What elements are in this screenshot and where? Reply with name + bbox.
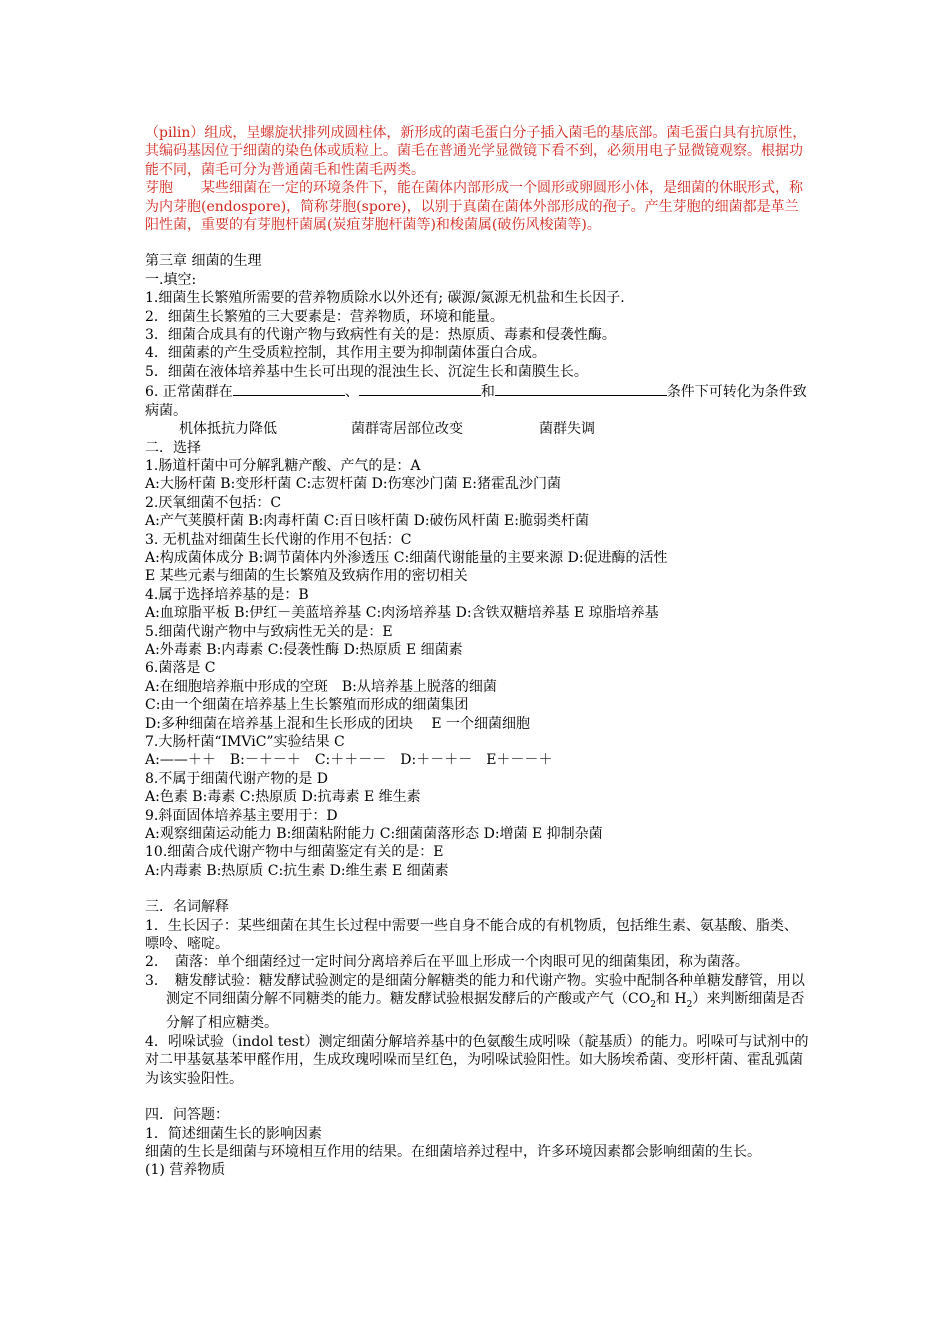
document-page bbox=[145, 124, 810, 1180]
term-sugar-fermentation bbox=[145, 972, 810, 1033]
choice-line: 3. 无机盐对细菌生长代谢的作用不包括：C bbox=[145, 531, 412, 548]
choice-line: E 某些元素与细菌的生长繁殖及致病作用的密切相关 bbox=[145, 568, 468, 585]
choice-line: A:外毒素 B:内毒素 C:侵袭性酶 D:热原质 E 细菌素 bbox=[145, 641, 463, 658]
term3-part-a: 3． 糖发酵试验：糖发酵试验测定的是细菌分解糖类的能力和代谢产物。实验中配制各种单糖发酵管，用以测定不同细菌分解不同糖类的能力。糖发酵试验根据发酵后的产酸或产气（CO bbox=[145, 972, 805, 1008]
q6-answer-2: 菌群寄居部位改变 bbox=[351, 421, 463, 438]
q6-sep-1: 、 bbox=[344, 384, 359, 401]
qa-answer-subheading: (1) 营养物质 bbox=[145, 1162, 226, 1179]
choice-line: 8.不属于细菌代谢产物的是 D bbox=[145, 770, 329, 787]
choice-line: 4.属于选择培养基的是：B bbox=[145, 586, 309, 603]
term-colony: 2． 菌落：单个细菌经过一定时间分离培养后在平皿上形成一个肉眼可见的细菌集团，称为菌落。 bbox=[145, 954, 749, 971]
terms-heading: 三．名词解释 bbox=[145, 899, 229, 916]
fill-item-2: 2．细菌生长繁殖的三大要素是：营养物质，环境和能量。 bbox=[145, 308, 504, 325]
qa-answer-paragraph: 细菌的生长是细菌与环境相互作用的结果。在细菌培养过程中，许多环境因素都会影响细菌的生长。 bbox=[145, 1143, 761, 1160]
choice-line: A:——＋＋ B:－＋－＋ C:＋＋－－ D:＋－＋－ E＋－－＋ bbox=[145, 752, 553, 769]
q6-blank-1 bbox=[233, 381, 345, 396]
fill-item-5: 5．细菌在液体培养基中生长可出现的混浊生长、沉淀生长和菌膜生长。 bbox=[145, 363, 588, 380]
term3-part-c: ）来判断细菌是否分解了相应糖类。 bbox=[166, 991, 805, 1032]
q6-answers bbox=[145, 420, 810, 438]
qa-question-1: 1．简述细菌生长的影响因素 bbox=[145, 1125, 322, 1142]
qa-heading: 四．问答题： bbox=[145, 1107, 229, 1124]
chapter-title: 第三章 细菌的生理 bbox=[145, 253, 262, 270]
fill-item-6 bbox=[145, 381, 810, 420]
choice-line: 5.细菌代谢产物中与致病性无关的是：E bbox=[145, 623, 393, 640]
pili-paragraph: （pilin）组成，呈螺旋状排列成圆柱体，新形成的菌毛蛋白分子插入菌毛的基底部。菌毛蛋白具有抗原性，其编码基因位于细菌的染色体或质粒上。菌毛在普通光学显微镜下看不到，必须用电子显微镜观察。根据功能不同，菌毛可分为普通菌毛和性菌毛两类。 bbox=[145, 125, 807, 178]
term-indol-test: 4．吲哚试验（indol test）测定细菌分解培养基中的色氨酸生成吲哚（靛基质）的能力。吲哚可与试剂中的对二甲基氨基苯甲醛作用，生成玫瑰吲哚而呈红色，为吲哚试验阳性。如大肠埃希菌、变形杆菌、霍乱弧菌为该实验阳性。 bbox=[145, 1033, 809, 1087]
choice-line: 2.厌氧细菌不包括：C bbox=[145, 494, 282, 511]
choice-line: A:血琼脂平板 B:伊红－美蓝培养基 C:肉汤培养基 D:含铁双糖培养基 E 琼脂培养基 bbox=[145, 605, 659, 622]
choice-heading: 二．选择 bbox=[145, 439, 201, 456]
q6-suffix: 条件下可转化为条件致病菌。 bbox=[145, 384, 807, 419]
term-growth-factor: 1．生长因子：某些细菌在其生长过程中需要一些自身不能合成的有机物质，包括维生素、氨基酸、脂类、嘌呤、嘧啶。 bbox=[145, 917, 798, 953]
choice-line: 6.菌落是 C bbox=[145, 660, 216, 677]
fill-item-1: 1.细菌生长繁殖所需要的营养物质除水以外还有; 碳源/氮源无机盐和生长因子. bbox=[145, 290, 625, 307]
fill-heading: 一.填空: bbox=[145, 271, 197, 288]
choice-line: 9.斜面固体培养基主要用于：D bbox=[145, 807, 338, 824]
q6-blank-2 bbox=[359, 381, 481, 396]
q6-answer-1: 机体抵抗力降低 bbox=[179, 421, 277, 438]
fill-item-3: 3．细菌合成具有的代谢产物与致病性有关的是：热原质、毒素和侵袭性酶。 bbox=[145, 327, 616, 344]
term3-part-b: 和 H bbox=[655, 991, 687, 1008]
choice-line: A:内毒素 B:热原质 C:抗生素 D:维生素 E 细菌素 bbox=[145, 862, 449, 879]
choice-line: C:由一个细菌在培养基上生长繁殖而形成的细菌集团 bbox=[145, 697, 469, 714]
choice-line: D:多种细菌在培养基上混和生长形成的团块 E 一个细菌细胞 bbox=[145, 715, 531, 732]
fill-item-4: 4．细菌素的产生受质粒控制，其作用主要为抑制菌体蛋白合成。 bbox=[145, 345, 546, 362]
term3-sub-2: 2 bbox=[686, 1000, 693, 1011]
choice-line: A:产气荚膜杆菌 B:肉毒杆菌 C:百日咳杆菌 D:破伤风杆菌 E:脆弱类杆菌 bbox=[145, 513, 589, 530]
choice-line: 7.大肠杆菌“IMViC”实验结果 C bbox=[145, 734, 345, 750]
choice-line: A:色素 B:毒素 C:热原质 D:抗毒素 E 维生素 bbox=[145, 789, 421, 806]
choice-line: 1.肠道杆菌中可分解乳糖产酸、产气的是：A bbox=[145, 457, 421, 474]
q6-blank-3 bbox=[495, 381, 667, 396]
choice-line: 10.细菌合成代谢产物中与细菌鉴定有关的是：E bbox=[145, 844, 444, 861]
choice-line: A:在细胞培养瓶中形成的空斑 B:从培养基上脱落的细菌 bbox=[145, 678, 497, 695]
choice-line: A:大肠杆菌 B:变形杆菌 C:志贺杆菌 D:伤寒沙门菌 E:猪霍乱沙门菌 bbox=[145, 476, 561, 493]
q6-sep-2: 和 bbox=[480, 384, 495, 401]
spore-paragraph: 芽胞 某些细菌在一定的环境条件下，能在菌体内部形成一个圆形或卵圆形小体，是细菌的休眠形式，称为内芽胞(endospore)，简称芽胞(spore)，以别于真菌在菌体外部形成的孢子。产生芽胞的细菌都是革兰阳性菌，重要的有芽胞杆菌属(炭疽芽胞杆菌等)和梭菌属(破伤风梭菌等)。 bbox=[145, 180, 803, 234]
choice-line: A:构成菌体成分 B:调节菌体内外渗透压 C:细菌代谢能量的主要来源 D:促进酶的活性 bbox=[145, 549, 668, 566]
choice-line: A:观察细菌运动能力 B:细菌粘附能力 C:细菌菌落形态 D:增菌 E 抑制杂菌 bbox=[145, 826, 603, 843]
term3-sub-1: 2 bbox=[650, 1000, 656, 1011]
q6-prefix: 6. 正常菌群在 bbox=[145, 384, 233, 401]
q6-answer-3: 菌群失调 bbox=[539, 421, 595, 438]
